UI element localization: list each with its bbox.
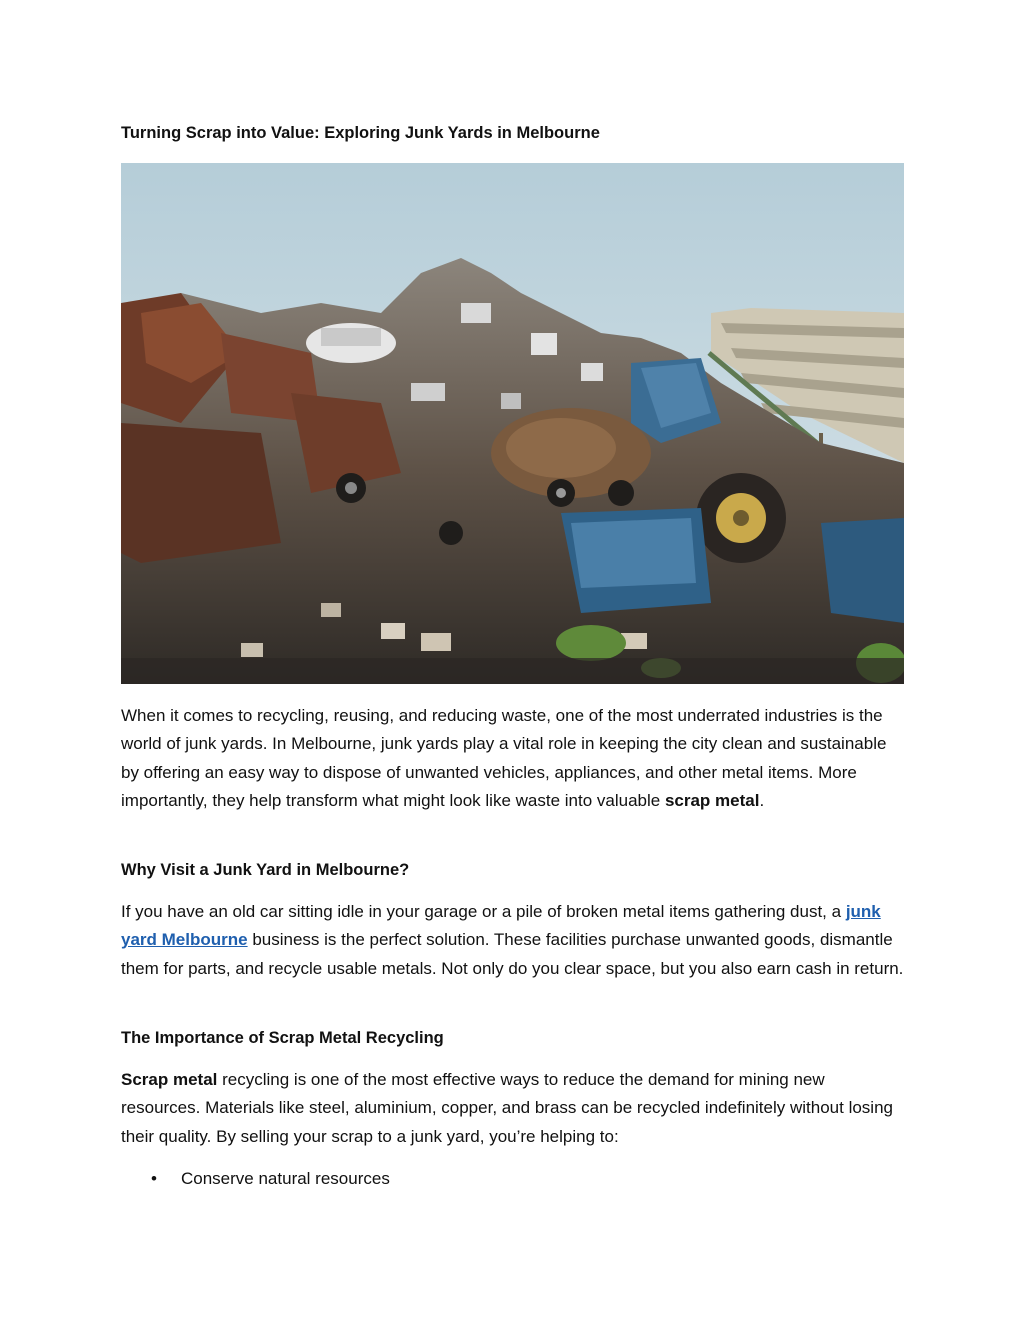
list-item-text: Conserve natural resources (181, 1169, 390, 1188)
junk-yard-melbourne-link[interactable]: junk yard Melbourne (121, 902, 881, 950)
why-visit-text: If you have an old car sitting idle in your garage or a pile of broken metal items gathering dust, a (121, 902, 846, 921)
intro-text: When it comes to recycling, reusing, and reducing waste, one of the most underrated industries is the world of junk yards. In Melbourne, junk yards play a vital role in keeping the city clean and sustainable by offering an easy way to dispose of unwanted vehicles, appliances, and other metal items. More importantly, they help transform what might look like waste into valuable (121, 706, 887, 811)
why-visit-text-end: business is the perfect solution. These facilities purchase unwanted goods, dismantle them for parts, and recycle usable metals. Not only do you clear space, but you also earn cash in return. (121, 930, 904, 978)
importance-text: recycling is one of the most effective ways to reduce the demand for mining new resources. Materials like steel, aluminium, copper, and brass can be recycled indefinitely without losing their quality. By selling your scrap to a junk yard, you’re helping to: (121, 1070, 893, 1146)
importance-paragraph (121, 1066, 906, 1151)
importance-bold-scrap-metal: Scrap metal (121, 1070, 218, 1089)
bullet-icon: • (151, 1169, 157, 1188)
benefits-list (121, 1165, 390, 1193)
list-item (121, 1165, 390, 1193)
page-title: Turning Scrap into Value: Exploring Junk Yards in Melbourne (121, 124, 600, 142)
junk-yard-photo (121, 163, 904, 684)
intro-paragraph (121, 702, 906, 816)
section-heading-importance: The Importance of Scrap Metal Recycling (121, 1029, 444, 1047)
why-visit-paragraph (121, 898, 906, 983)
intro-bold-scrap-metal: scrap metal (664, 791, 760, 811)
intro-text-end: . (759, 791, 765, 811)
section-heading-why-visit: Why Visit a Junk Yard in Melbourne? (121, 861, 410, 879)
